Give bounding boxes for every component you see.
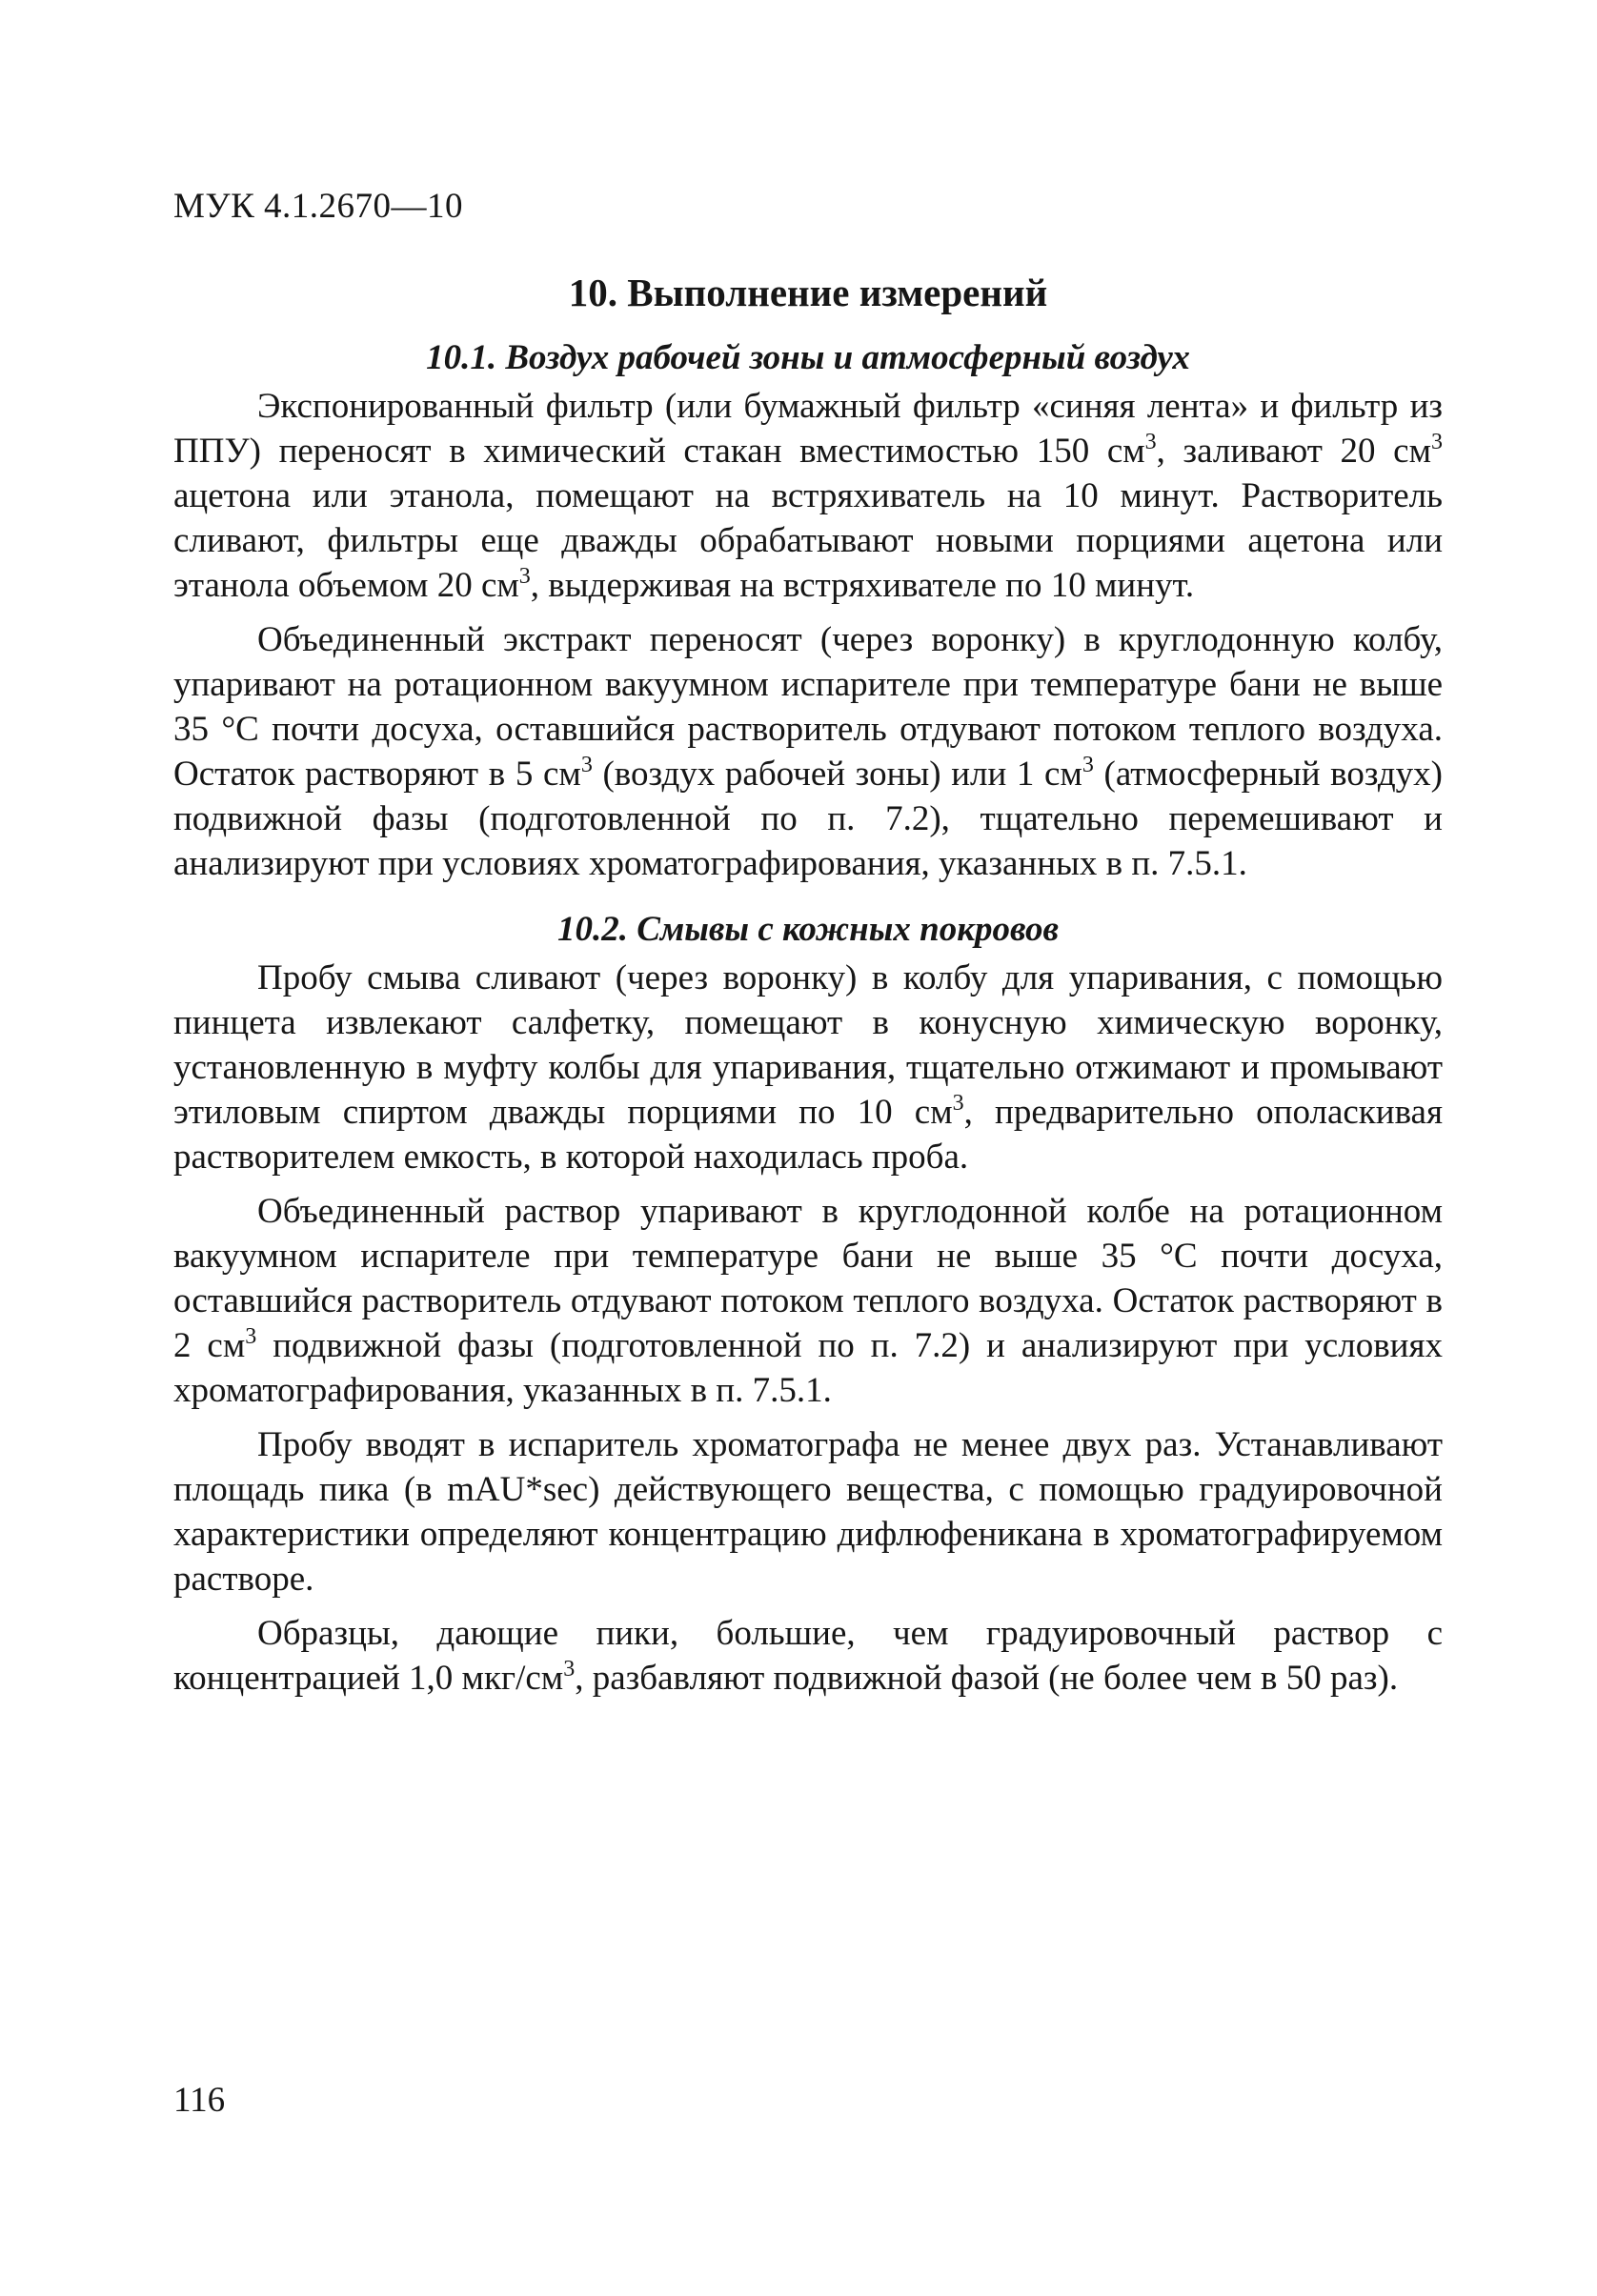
paragraph: Объединенный экстракт переносят (через воронку) в круглодонную колбу, упаривают на ротационном вакуумном испарителе при температуре бани не выше 35 °C почти досуха, оставшийся растворитель отдувают потоком теплого воздуха. Остаток растворяют в 5 $см^3$ (воздух рабочей зоны) или 1 $см^3$ (атмосферный воздух) подвижной фазы (подготовленной по п. 7.2), тщательно перемешивают и анализируют при условиях хроматографирования, указанных в п. 7.5.1.	[173, 620, 1443, 883]
paragraph: Экспонированный фильтр (или бумажный фильтр «синяя лента» и фильтр из ППУ) переносят в химический стакан вместимостью 150 $см^3$, заливают 20 $см^3$ ацетона или этанола, помещают на встряхиватель на 10 минут. Растворитель сливают, фильтры еще дважды обрабатывают новыми порциями ацетона или этанола объемом 20 $см^3$, выдерживая на встряхивателе по 10 минут.	[173, 387, 1443, 605]
document-page	[173, 186, 1443, 1701]
paragraph: Пробу вводят в испаритель хроматографа не менее двух раз. Устанавливают площадь пика (в mAU*sec) действующего вещества, с помощью градуировочной характеристики определяют концентрацию дифлюфеникана в хроматографируемом растворе.	[173, 1425, 1443, 1599]
document-header-code: МУК 4.1.2670—10	[173, 187, 464, 226]
paragraph: Образцы, дающие пики, большие, чем градуировочный раствор с концентрацией 1,0 мкг/$см^3$, разбавляют подвижной фазой (не более чем в 50 раз).	[173, 1614, 1443, 1698]
subsection-title-10-2: 10.2. Смывы с кожных покровов	[556, 910, 1060, 949]
paragraph: Объединенный раствор упаривают в круглодонной колбе на ротационном вакуумном испарителе при температуре бани не выше 35 °C почти досуха, оставшийся растворитель отдувают потоком теплого воздуха. Остаток растворяют в 2 $см^3$ подвижной фазы (подготовленной по п. 7.2) и анализируют при условиях хроматографирования, указанных в п. 7.5.1.	[173, 1192, 1443, 1410]
section-title: 10. Выполнение измерений	[568, 271, 1048, 314]
subsection-title-10-1: 10.1. Воздух рабочей зоны и атмосферный воздух	[426, 338, 1190, 377]
paragraph: Пробу смыва сливают (через воронку) в колбу для упаривания, с помощью пинцета извлекают салфетку, помещают в конусную химическую воронку, установленную в муфту колбы для упаривания, тщательно отжимают и промывают этиловым спиртом дважды порциями по 10 $см^3$, предварительно ополаскивая растворителем емкость, в которой находилась проба.	[173, 958, 1443, 1177]
page-number: 116	[173, 2081, 226, 2120]
